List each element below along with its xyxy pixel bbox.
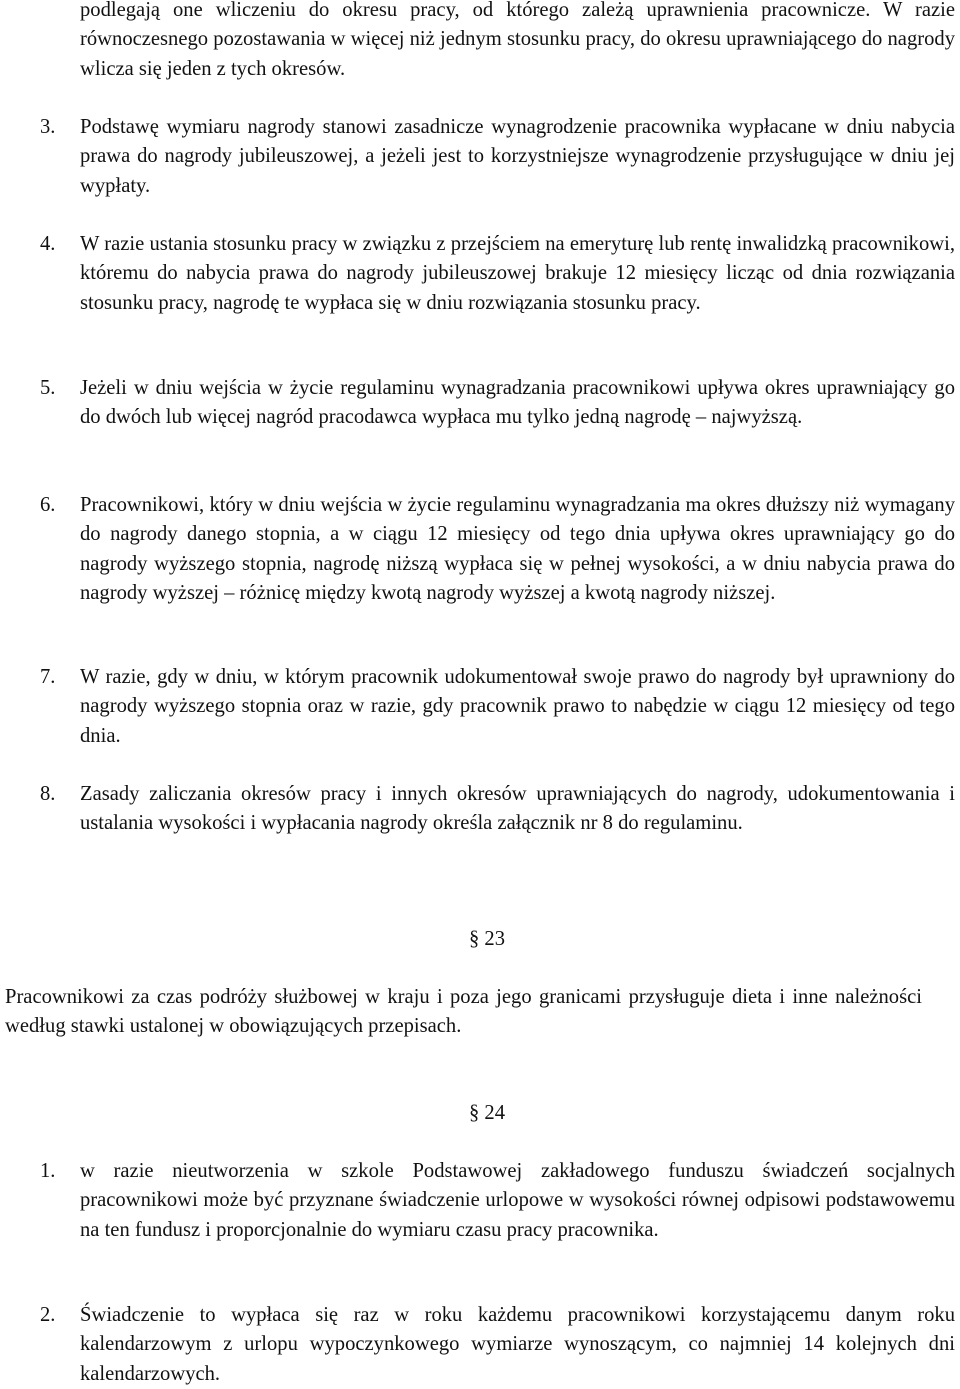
section-heading-23: § 23: [468, 928, 506, 950]
list-item-4: [40, 230, 955, 318]
list-item-number: 6.: [40, 494, 56, 516]
list-item-1: [40, 1157, 955, 1245]
list-item-text: Zasady zaliczania okresów pracy i innych okresów uprawniających do nagrody, udokumentowania i ustalania wysokości i wypłacania nagrody określa załącznik nr 8 do regulaminu.: [80, 783, 955, 835]
section-heading-24: § 24: [468, 1102, 506, 1124]
list-item-2: [40, 1301, 955, 1389]
list-item-text: W razie, gdy w dniu, w którym pracownik udokumentował swoje prawo do nagrody był uprawniony do nagrody wyższego stopnia oraz w razie, gdy pracownik prawo to nabędzie w ciągu 12 miesięcy od tego dnia.: [80, 666, 955, 747]
list-item-text: Podstawę wymiaru nagrody stanowi zasadnicze wynagrodzenie pracownika wypłacane w dniu nabycia prawa do nagrody jubileuszowej, a jeżeli jest to korzystniejsze wynagrodzenie przysługujące w dniu jej wypłaty.: [80, 116, 955, 197]
list-item-7: [40, 663, 955, 751]
list-item-text: W razie ustania stosunku pracy w związku z przejściem na emeryturę lub rentę inwalidzką pracownikowi, któremu do nabycia prawa do nagrody jubileuszowej brakuje 12 miesięcy licząc od dnia rozwiązania stosunku pracy, nagrodę te wypłaca się w dniu rozwiązania stosunku pracy.: [80, 233, 955, 314]
list-item-number: 3.: [40, 116, 56, 138]
list-item-number: 5.: [40, 377, 56, 399]
list-item-6: [40, 491, 955, 608]
list-item-text: Świadczenie to wypłaca się raz w roku każdemu pracownikowi korzystającemu danym roku kalendarzowym z urlopu wypoczynkowego wymiarze wynoszącym, co najmniej 14 kolejnych dni kalendarzowych.: [80, 1304, 955, 1385]
list-item-3: [40, 113, 955, 201]
list-item-number: 1.: [40, 1160, 56, 1182]
list-item-text: Pracownikowi, który w dniu wejścia w życie regulaminu wynagradzania ma okres dłuższy niż wymagany do nagrody danego stopnia, a w ciągu 12 miesięcy od tego dnia upływa okres uprawniający go do nagrody wyższego stopnia, nagrodę niższą wypłaca się w pełnej wysokości, a w dniu nabycia prawa do nagrody wyższej – różnicę między kwotą nagrody wyższej a kwotą nagrody niższej.: [80, 494, 955, 604]
list-item-text: Jeżeli w dniu wejścia w życie regulaminu wynagradzania pracownikowi upływa okres uprawniający go do dwóch lub więcej nagród pracodawca wypłaca mu tylko jedną nagrodę – najwyższą.: [80, 377, 955, 429]
list-item-number: 8.: [40, 783, 56, 805]
section-23-paragraph: Pracownikowi za czas podróży służbowej w kraju i poza jego granicami przysługuje dieta i inne należności według stawki ustalonej w obowiązujących przepisach.: [5, 986, 922, 1038]
list-item-number: 4.: [40, 233, 56, 255]
list-item-text: w razie nieutworzenia w szkole Podstawowej zakładowego funduszu świadczeń socjalnych pracownikowi może być przyznane świadczenie urlopowe w wysokości równej odpisowi podstawowemu na ten fundusz i proporcjonalnie do wymiaru czasu pracy pracownika.: [80, 1160, 955, 1241]
list-item-5: [40, 374, 955, 433]
list-item-8: [40, 780, 955, 839]
intro-paragraph: podlegają one wliczeniu do okresu pracy, od którego zależą uprawnienia pracownicze. W razie równoczesnego pozostawania w więcej niż jednym stosunku pracy, do okresu uprawniającego do nagrody wlicza się jeden z tych okresów.: [80, 0, 955, 80]
list-item-number: 7.: [40, 666, 56, 688]
list-item-number: 2.: [40, 1304, 56, 1326]
